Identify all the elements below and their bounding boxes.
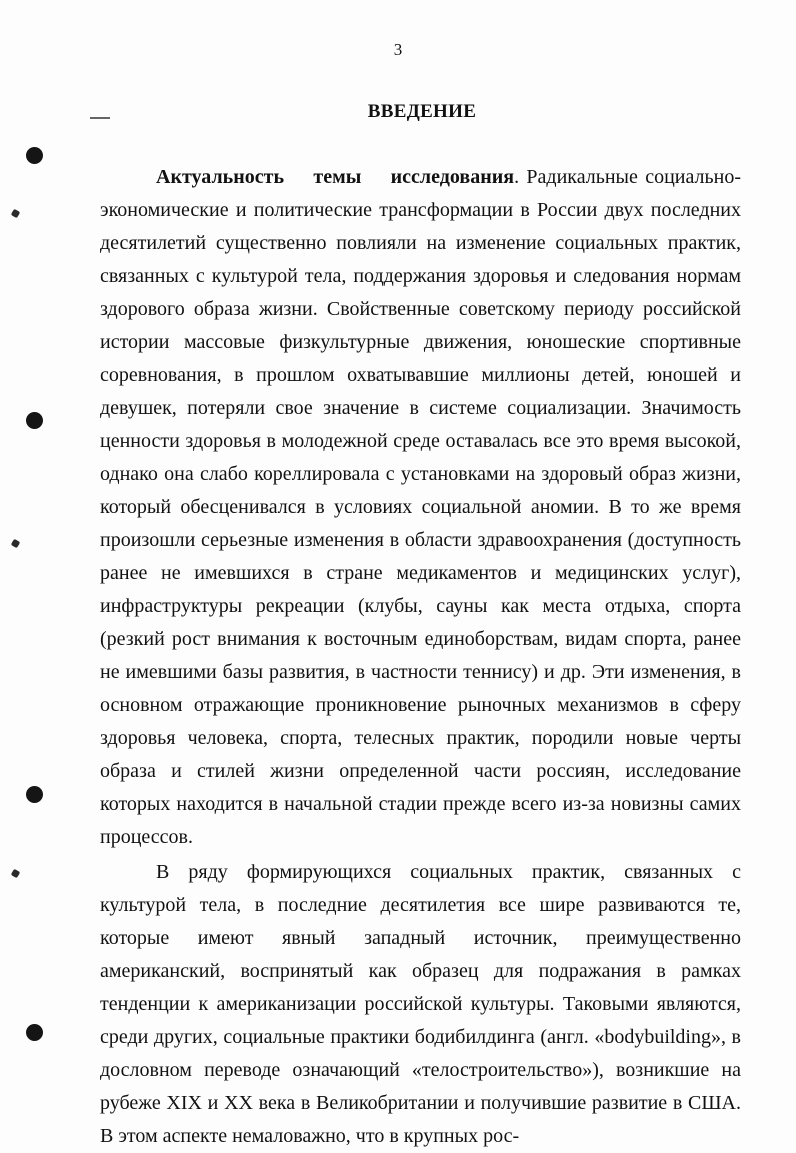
paragraph-relevance [100, 161, 741, 854]
paragraph-text: . Радикальные социально-экономические и политические трансформации в России двух последних десятилетий существенно повлияли на изменение социальных практик, связанных с культурой тела, поддержания здоровья и следования нормам здорового образа жизни. Свойственные советскому периоду российской истории массовые физкультурные движения, юношеские спортивные соревнования, в прошлом охватывавшие миллионы детей, юношей и девушек, потеряли свое значение в системе социализации. Значимость ценности здоровья в молодежной среде оставалась все это время высокой, однако она слабо кореллировала с установками на здоровый образ жизни, который обесценивался в условиях социальной аномии. В то же время произошли серьезные изменения в области здравоохранения (доступность ранее не имевшихся в стране медикаментов и медицинских услуг), инфраструктуры рекреации (клубы, сауны как места отдыха, спорта (резкий рост внимания к восточным единоборствам, видам спорта, ранее не имевшими базы развития, в частности теннису) и др. Эти изменения, в основном отражающие проникновение рыночных механизмов в сферу здоровья человека, спорта, телесных практик, породили новые черты образа и стилей жизни определенной части россиян, исследование которых находится в начальной стадии прежде всего из-за новизны самих процессов. [100, 166, 742, 848]
paragraph-text: В ряду формирующихся социальных практик, связанных с культурой тела, в последние десятилетия все шире развиваются те, которые имеют явный западный источник, преимущественно американский, воспринятый как образец для подражания в рамках тенденции к американизации российской культуры. Таковыми являются, среди других, социальные практики бодибилдинга (англ. «bodybuilding», в дословном переводе означающий «телостроительство»), возникшие на рубеже XIX и XX века в Великобритании и получившие развитие в США. В этом аспекте немаловажно, что в крупных рос- [100, 861, 741, 1147]
punch-hole-3 [26, 786, 43, 803]
scan-mark [90, 117, 110, 119]
scan-speck-3 [11, 869, 21, 879]
punch-hole-1 [26, 147, 43, 164]
punch-hole-2 [26, 412, 43, 429]
paragraph-practices [100, 856, 741, 1153]
section-heading: ВВЕДЕНИЕ [367, 101, 477, 122]
page-number: 3 [393, 40, 403, 59]
punch-hole-4 [26, 1024, 43, 1041]
paragraph-lead: Актуальность темы исследования [156, 166, 515, 188]
scan-speck-1 [11, 209, 21, 219]
scan-speck-2 [11, 539, 21, 549]
body-text [100, 161, 741, 1153]
